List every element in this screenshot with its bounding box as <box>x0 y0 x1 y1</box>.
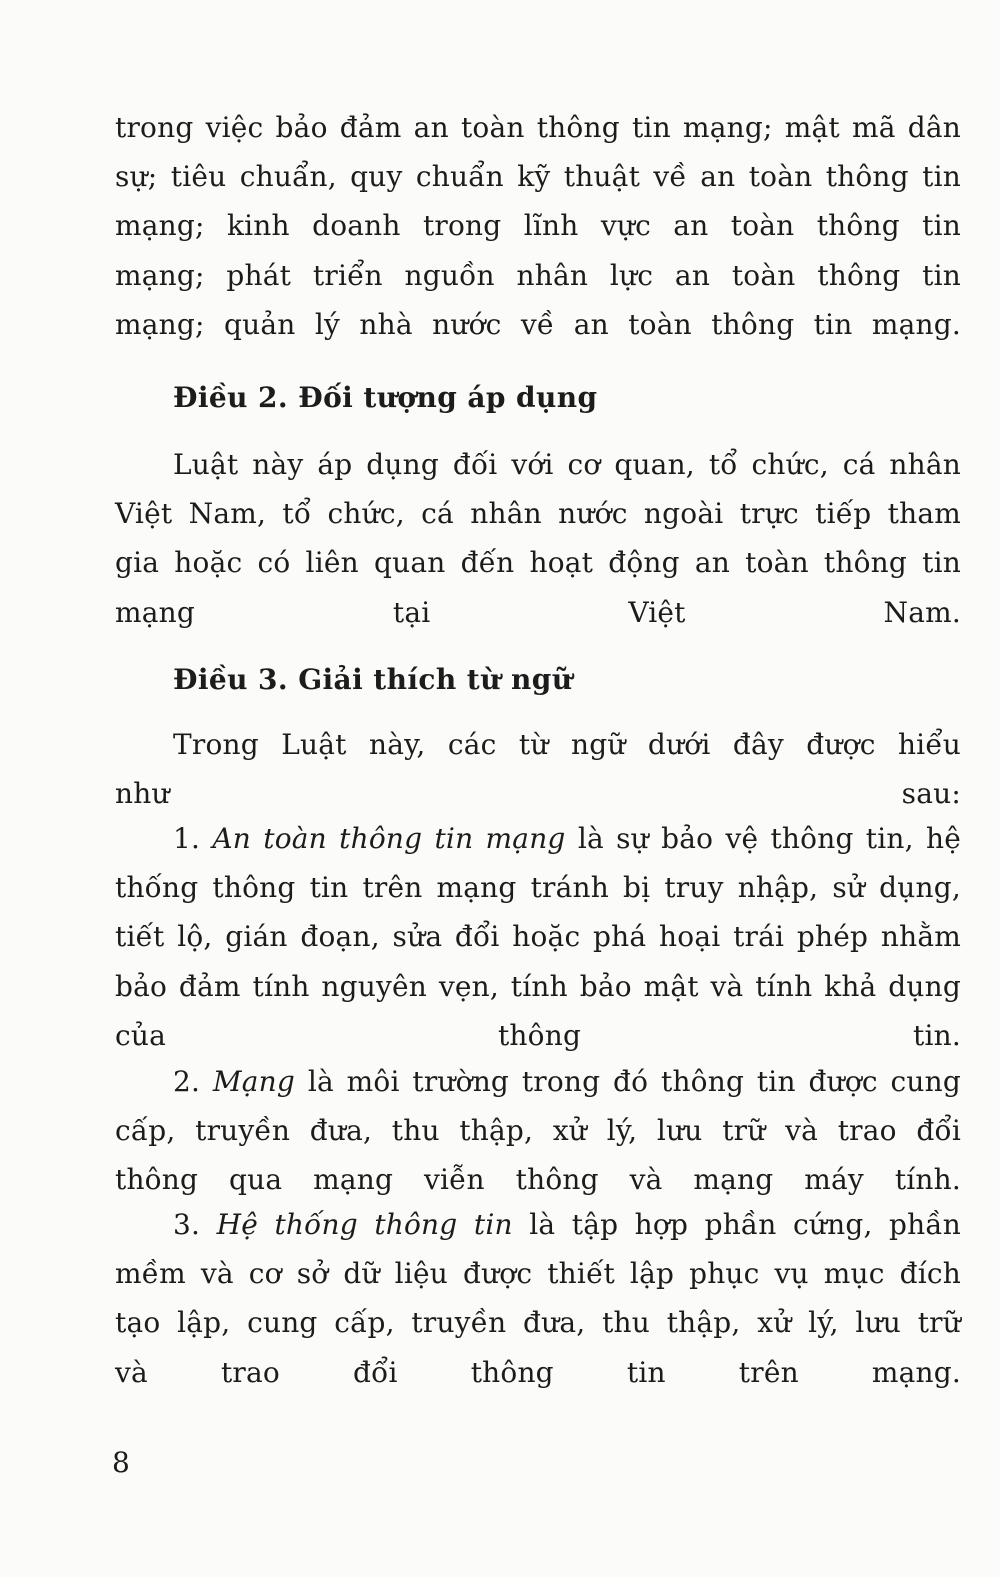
text-line: của thông tin. <box>115 1018 961 1052</box>
text-line: bảo đảm tính nguyên vẹn, tính bảo mật và tính khả dụng <box>115 969 961 1003</box>
definition-item-1 <box>115 814 961 1060</box>
text-line: tiết lộ, gián đoạn, sửa đổi hoặc phá hoại trái phép nhằm <box>115 920 961 954</box>
text-line <box>115 814 961 863</box>
defined-term: Hệ thống thông tin <box>216 1208 513 1241</box>
text-line: mạng; phát triển nguồn nhân lực an toàn thông tin <box>115 258 961 292</box>
article-2-paragraph <box>115 440 961 637</box>
definition-item-3 <box>115 1200 961 1397</box>
text-line: thông qua mạng viễn thông và mạng máy tính. <box>115 1163 961 1197</box>
page-number: 8 <box>112 1446 130 1479</box>
text-line: thống thông tin trên mạng tránh bị truy nhập, sử dụng, <box>115 871 961 905</box>
text-line: trong việc bảo đảm an toàn thông tin mạng; mật mã dân <box>115 111 961 144</box>
text-line: và trao đổi thông tin trên mạng. <box>115 1355 961 1389</box>
text-line: mạng tại Việt Nam. <box>115 595 961 629</box>
text-line: mạng; kinh doanh trong lĩnh vực an toàn thông tin <box>115 209 961 243</box>
item-number: 2. <box>173 1065 201 1098</box>
intro-paragraph <box>115 103 961 349</box>
text-line: như sau: <box>115 777 961 811</box>
text-line <box>115 1057 961 1106</box>
definition-item-2 <box>115 1057 961 1205</box>
text-line: mềm và cơ sở dữ liệu được thiết lập phục vụ mục đích <box>115 1257 961 1291</box>
text-line: cấp, truyền đưa, thu thập, xử lý, lưu trữ và trao đổi <box>115 1114 961 1148</box>
text-line: Luật này áp dụng đối với cơ quan, tổ chức, cá nhân <box>173 448 961 481</box>
definition-text: là môi trường trong đó thông tin được cung <box>307 1065 962 1098</box>
item-number: 1. <box>173 822 201 855</box>
defined-term: An toàn thông tin mạng <box>212 822 566 855</box>
article-2-heading: Điều 2. Đối tượng áp dụng <box>173 381 598 414</box>
article-3-intro <box>115 720 961 818</box>
text-line: sự; tiêu chuẩn, quy chuẩn kỹ thuật về an toàn thông tin <box>115 160 961 194</box>
text-line: mạng; quản lý nhà nước về an toàn thông tin mạng. <box>115 307 961 341</box>
definition-text: là tập hợp phần cứng, phần <box>529 1208 961 1241</box>
definition-text: là sự bảo vệ thông tin, hệ <box>577 822 961 855</box>
text-line: Việt Nam, tổ chức, cá nhân nước ngoài trực tiếp tham <box>115 497 961 531</box>
text-line: tạo lập, cung cấp, truyền đưa, thu thập, xử lý, lưu trữ <box>115 1306 961 1340</box>
text-line: Trong Luật này, các từ ngữ dưới đây được hiểu <box>173 728 961 761</box>
text-line <box>115 1200 961 1249</box>
text-line: gia hoặc có liên quan đến hoạt động an toàn thông tin <box>115 546 961 580</box>
article-3-heading: Điều 3. Giải thích từ ngữ <box>173 663 573 696</box>
defined-term: Mạng <box>212 1065 296 1098</box>
item-number: 3. <box>173 1208 201 1241</box>
